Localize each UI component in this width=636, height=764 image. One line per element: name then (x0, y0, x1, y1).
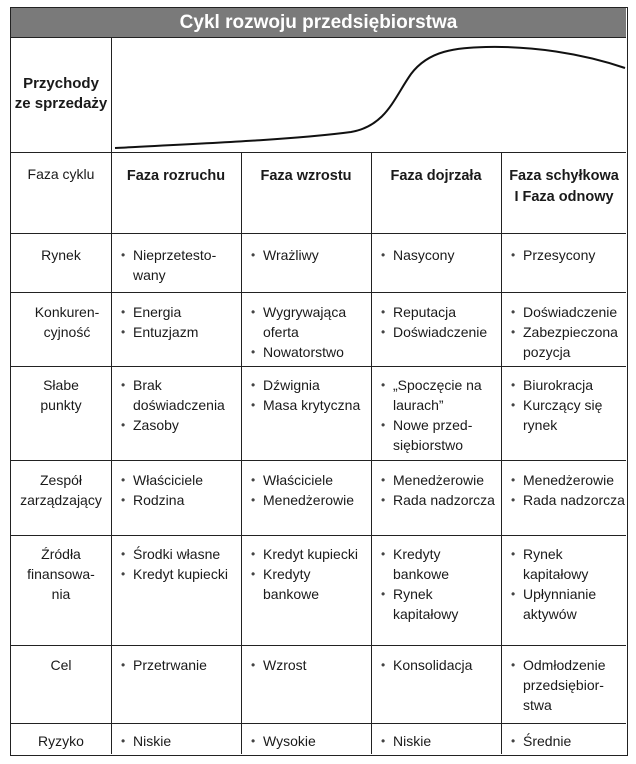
bullet-item: • Właściciele (119, 470, 237, 490)
table-cell (119, 655, 237, 675)
bullet-list (509, 731, 625, 751)
bullet-list (249, 731, 367, 751)
bullet-list (379, 731, 497, 751)
table-cell (119, 245, 237, 285)
bullet-item: • Konsolidacja (379, 655, 497, 675)
table-title: Cykl rozwoju przedsiębiorstwa (11, 8, 626, 38)
bullet-item: • Zasoby (119, 415, 237, 435)
bullet-item: • Entuzjazm (119, 322, 237, 342)
bullet-item: • Właściciele (249, 470, 367, 490)
bullet-list (379, 302, 497, 342)
bullet-list (379, 655, 497, 675)
bullet-item: • Masa krytyczna (249, 395, 367, 415)
phase-header: Faza schyłkowa I Faza odnowy (509, 168, 619, 205)
bullet-item: • Menedżerowie (379, 470, 497, 490)
sales-revenue-label-line2: ze sprzedaży (14, 95, 108, 112)
table-cell (509, 375, 625, 435)
bullet-list (249, 470, 367, 510)
phase-header: Faza dojrzała (390, 168, 482, 184)
grid-line (11, 535, 626, 536)
bullet-item: • Kredyty bankowe (249, 564, 367, 604)
table-cell (379, 302, 497, 342)
table-cell (249, 731, 367, 751)
phase-header: Faza rozruchu (126, 168, 226, 184)
table-cell (119, 731, 237, 751)
table-cell (379, 655, 497, 675)
bullet-item: • Doświadczenie (379, 322, 497, 342)
grid-line (11, 645, 626, 646)
grid-line (11, 366, 626, 367)
table-cell (249, 470, 367, 510)
bullet-item: • Nasycony (379, 245, 497, 265)
table-cell (509, 655, 625, 715)
bullet-item: • Kredyty bankowe (379, 544, 497, 584)
bullet-list (249, 544, 367, 604)
bullet-list (119, 245, 237, 285)
row-label: Konkuren-cyjność (34, 304, 100, 340)
table-cell (379, 544, 497, 624)
bullet-item: • Średnie (509, 731, 625, 751)
bullet-item: • Rynek kapitałowy (379, 584, 497, 624)
table-cell (379, 245, 497, 265)
bullet-item: • Upłynnianie aktywów (509, 584, 625, 624)
bullet-list (509, 302, 625, 362)
table-cell (119, 375, 237, 435)
table-cell (509, 245, 625, 265)
bullet-item: • Rada nadzorcza (509, 490, 625, 510)
sales-revenue-label (11, 74, 111, 114)
bullet-list (119, 470, 237, 510)
bullet-item: • Menedżerowie (509, 470, 625, 490)
grid-line (11, 723, 626, 724)
bullet-item: • Menedżerowie (249, 490, 367, 510)
row-label: Zespół zarządzający (20, 472, 102, 508)
bullet-list (509, 544, 625, 624)
phase-header: Faza wzrostu (260, 168, 352, 184)
bullet-item: • Wrażliwy (249, 245, 367, 265)
bullet-item: • Kredyt kupiecki (249, 544, 367, 564)
bullet-item: • Przesycony (509, 245, 625, 265)
bullet-list (119, 544, 237, 584)
bullet-list (379, 470, 497, 510)
bullet-item: • Odmłodzenie przedsiębior-stwa (509, 655, 625, 715)
bullet-item: • Nowe przed-siębiorstwo (379, 415, 497, 455)
grid-line (11, 292, 626, 293)
bullet-item: • Niskie (379, 731, 497, 751)
bullet-item: • Kredyt kupiecki (119, 564, 237, 584)
bullet-item: • Niskie (119, 731, 237, 751)
bullet-item: • Wzrost (249, 655, 367, 675)
bullet-list (379, 544, 497, 624)
grid-line (11, 460, 626, 461)
bullet-list (509, 375, 625, 435)
bullet-item: • Wygrywająca oferta (249, 302, 367, 342)
bullet-item: • Doświadczenie (509, 302, 625, 322)
row-label: Źródła finansowa-nia (27, 546, 95, 602)
row-label: Ryzyko (38, 733, 84, 749)
table-cell (379, 470, 497, 510)
bullet-item: • Biurokracja (509, 375, 625, 395)
bullet-item: • Brak doświadczenia (119, 375, 237, 415)
bullet-list (249, 655, 367, 675)
bullet-item: • Środki własne (119, 544, 237, 564)
bullet-list (119, 375, 237, 435)
table-cell (249, 302, 367, 362)
sales-revenue-label-line1: Przychody (23, 75, 99, 92)
row-label: Słabe punkty (40, 377, 82, 413)
table-cell (379, 375, 497, 455)
bullet-item: • Wysokie (249, 731, 367, 751)
bullet-list (119, 302, 237, 342)
bullet-list (249, 302, 367, 362)
bullet-item: • Energia (119, 302, 237, 322)
bullet-list (379, 375, 497, 455)
bullet-list (119, 655, 237, 675)
row-label: Rynek (41, 247, 81, 263)
table-cell (509, 302, 625, 362)
bullet-list (379, 245, 497, 265)
table-cell (509, 544, 625, 624)
sales-curve (111, 38, 626, 152)
bullet-item: • Kurczący się rynek (509, 395, 625, 435)
bullet-item: • Zabezpieczona pozycja (509, 322, 625, 362)
bullet-item: • Rynek kapitałowy (509, 544, 625, 584)
bullet-item: • Nieprzetesto-wany (119, 245, 237, 285)
lifecycle-table (10, 7, 628, 756)
table-cell (249, 375, 367, 415)
bullet-list (509, 655, 625, 715)
sales-curve-line (115, 47, 625, 148)
table-cell (249, 655, 367, 675)
table-cell (119, 544, 237, 584)
grid-line (11, 233, 626, 234)
table-cell (509, 731, 625, 751)
bullet-item: • Rada nadzorcza (379, 490, 497, 510)
bullet-list (249, 245, 367, 265)
table-cell (119, 470, 237, 510)
bullet-list (249, 375, 367, 415)
grid-line (11, 152, 626, 153)
table-cell (249, 544, 367, 604)
bullet-item: • Rodzina (119, 490, 237, 510)
bullet-item: • „Spoczęcie na laurach” (379, 375, 497, 415)
bullet-list (119, 731, 237, 751)
phase-column-label: Faza cyklu (27, 166, 95, 182)
bullet-list (509, 470, 625, 510)
table-cell (379, 731, 497, 751)
grid-line (501, 152, 502, 754)
grid-line (241, 152, 242, 754)
row-label: Cel (50, 657, 72, 673)
table-cell (249, 245, 367, 265)
bullet-item: • Dźwignia (249, 375, 367, 395)
grid-line (371, 152, 372, 754)
bullet-item: • Reputacja (379, 302, 497, 322)
table-cell (119, 302, 237, 342)
bullet-item: • Przetrwanie (119, 655, 237, 675)
bullet-item: • Nowatorstwo (249, 342, 367, 362)
bullet-list (509, 245, 625, 265)
table-cell (509, 470, 625, 510)
